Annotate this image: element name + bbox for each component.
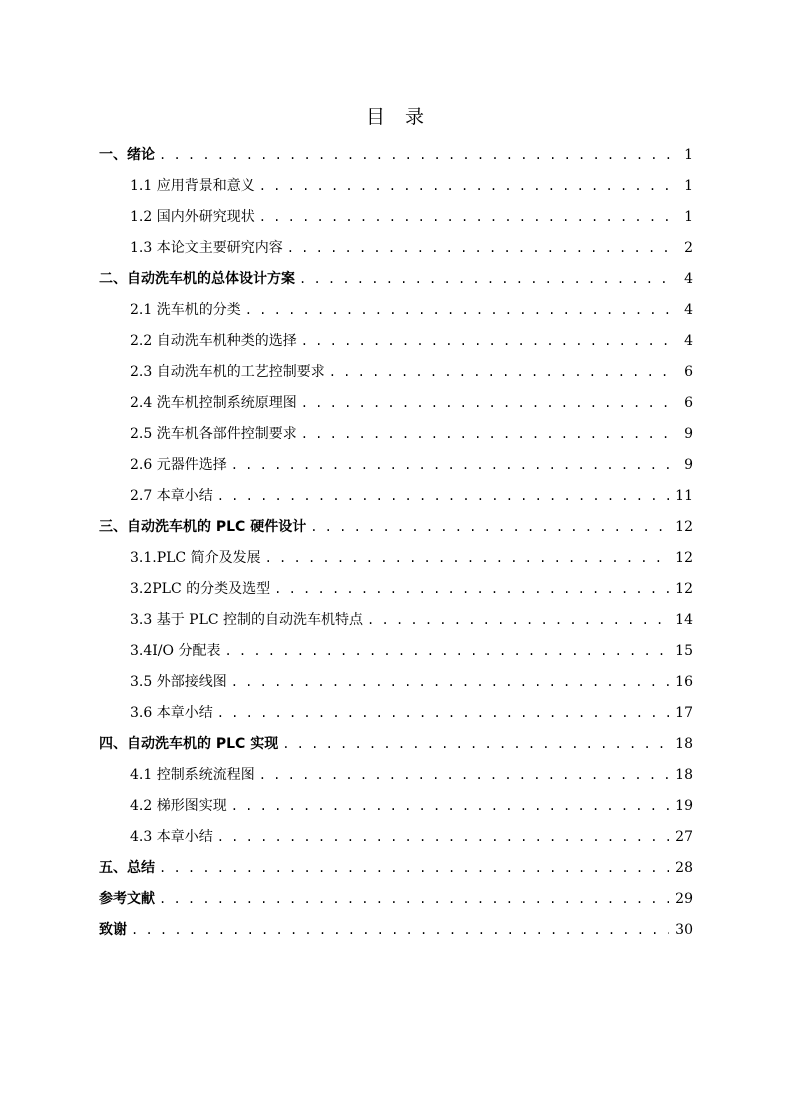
toc-entry-label: 3.5 外部接线图 (130, 674, 227, 690)
toc-section-entry[interactable] (99, 326, 693, 357)
toc-entry-label: 4.2 梯形图实现 (130, 798, 227, 814)
toc-page-number: 28 (675, 860, 693, 876)
toc-page-number: 29 (675, 891, 693, 907)
toc-section-entry[interactable] (99, 202, 693, 233)
toc-page-number: 18 (675, 736, 693, 752)
toc-page-number: 1 (684, 147, 693, 163)
toc-section-entry[interactable] (99, 450, 693, 481)
toc-page-number: 30 (675, 922, 693, 938)
toc-dot-leader (131, 915, 669, 946)
toc-entry-label: 3.3 基于 PLC 控制的自动洗车机特点 (130, 612, 364, 628)
toc-page-number: 17 (675, 705, 693, 721)
toc-entry-label: 2.1 洗车机的分类 (130, 302, 241, 318)
toc-section-entry[interactable] (99, 543, 693, 574)
toc-section-entry[interactable] (99, 667, 693, 698)
toc-page-number: 19 (675, 798, 693, 814)
toc-page-number: 9 (684, 426, 693, 442)
toc-section-entry[interactable] (99, 760, 693, 791)
toc-entry-label: 致谢 (99, 922, 127, 938)
toc-dot-leader (245, 295, 673, 326)
toc-page-number: 16 (675, 674, 693, 690)
toc-dot-leader (224, 636, 669, 667)
toc-page-number: 12 (675, 519, 693, 535)
toc-section-entry[interactable] (99, 574, 693, 605)
toc-entry-label: 4.1 控制系统流程图 (130, 767, 255, 783)
toc-entry-label: 三、自动洗车机的 PLC 硬件设计 (99, 519, 307, 535)
toc-entry-label: 五、总结 (99, 860, 155, 876)
toc-entry-label: 2.6 元器件选择 (130, 457, 227, 473)
toc-entry-label: 1.1 应用背景和意义 (130, 178, 255, 194)
toc-page-number: 2 (684, 240, 693, 256)
toc-section-entry[interactable] (99, 791, 693, 822)
toc-dot-leader (217, 698, 669, 729)
toc-dot-leader (301, 388, 673, 419)
toc-dot-leader (217, 481, 669, 512)
toc-page-number: 27 (675, 829, 693, 845)
toc-dot-leader (231, 667, 669, 698)
toc-page-number: 12 (675, 581, 693, 597)
toc-dot-leader (301, 419, 673, 450)
toc-section-entry[interactable] (99, 388, 693, 419)
toc-dot-leader (159, 884, 669, 915)
toc-entry-label: 1.3 本论文主要研究内容 (130, 240, 283, 256)
toc-dot-leader (259, 202, 673, 233)
toc-page-number: 4 (684, 333, 693, 349)
toc-entry-label: 2.4 洗车机控制系统原理图 (130, 395, 297, 411)
toc-page-number: 14 (675, 612, 693, 628)
toc-entry-label: 参考文献 (99, 891, 155, 907)
toc-entry-label: 3.1.PLC 简介及发展 (130, 550, 261, 566)
toc-section-entry[interactable] (99, 233, 693, 264)
toc-entry-label: 1.2 国内外研究现状 (130, 209, 255, 225)
toc-section-entry[interactable] (99, 822, 693, 853)
toc-chapter-entry[interactable] (99, 512, 693, 543)
toc-section-entry[interactable] (99, 636, 693, 667)
toc-page-number: 11 (675, 488, 693, 504)
toc-dot-leader (217, 822, 669, 853)
toc-dot-leader (299, 264, 673, 295)
toc-page-number: 9 (684, 457, 693, 473)
toc-page-number: 12 (675, 550, 693, 566)
toc-entry-label: 4.3 本章小结 (130, 829, 213, 845)
toc-entry-label: 3.4I/O 分配表 (130, 643, 221, 659)
toc-dot-leader (301, 326, 673, 357)
toc-dot-leader (367, 605, 669, 636)
toc-entry-label: 2.7 本章小结 (130, 488, 213, 504)
toc-dot-leader (159, 140, 673, 171)
toc-entry-label: 四、自动洗车机的 PLC 实现 (99, 736, 279, 752)
table-of-contents (99, 140, 693, 946)
toc-section-entry[interactable] (99, 481, 693, 512)
toc-dot-leader (231, 791, 669, 822)
toc-chapter-entry[interactable] (99, 264, 693, 295)
toc-dot-leader (310, 512, 669, 543)
toc-entry-label: 二、自动洗车机的总体设计方案 (99, 271, 295, 287)
toc-section-entry[interactable] (99, 698, 693, 729)
toc-entry-label: 3.2PLC 的分类及选型 (130, 581, 271, 597)
toc-chapter-entry[interactable] (99, 140, 693, 171)
toc-dot-leader (329, 357, 673, 388)
toc-dot-leader (282, 729, 669, 760)
toc-page-number: 6 (684, 364, 693, 380)
toc-entry-label: 一、绪论 (99, 147, 155, 163)
toc-dot-leader (231, 450, 673, 481)
toc-section-entry[interactable] (99, 171, 693, 202)
toc-dot-leader (287, 233, 673, 264)
toc-page-number: 1 (684, 178, 693, 194)
toc-dot-leader (274, 574, 669, 605)
toc-entry-label: 2.2 自动洗车机种类的选择 (130, 333, 297, 349)
toc-page-number: 4 (684, 302, 693, 318)
toc-entry-label: 2.3 自动洗车机的工艺控制要求 (130, 364, 325, 380)
toc-dot-leader (259, 760, 669, 791)
toc-page-number: 18 (675, 767, 693, 783)
toc-dot-leader (265, 543, 670, 574)
toc-section-entry[interactable] (99, 357, 693, 388)
toc-dot-leader (259, 171, 673, 202)
toc-chapter-entry[interactable] (99, 884, 693, 915)
toc-page-number: 15 (675, 643, 693, 659)
toc-section-entry[interactable] (99, 419, 693, 450)
page-title: 目录 (365, 106, 444, 128)
toc-entry-label: 3.6 本章小结 (130, 705, 213, 721)
toc-entry-label: 2.5 洗车机各部件控制要求 (130, 426, 297, 442)
toc-section-entry[interactable] (99, 605, 693, 636)
toc-chapter-entry[interactable] (99, 853, 693, 884)
toc-chapter-entry[interactable] (99, 915, 693, 946)
toc-page-number: 6 (684, 395, 693, 411)
toc-section-entry[interactable] (99, 295, 693, 326)
toc-chapter-entry[interactable] (99, 729, 693, 760)
toc-page-number: 1 (684, 209, 693, 225)
toc-page-number: 4 (684, 271, 693, 287)
toc-dot-leader (159, 853, 669, 884)
